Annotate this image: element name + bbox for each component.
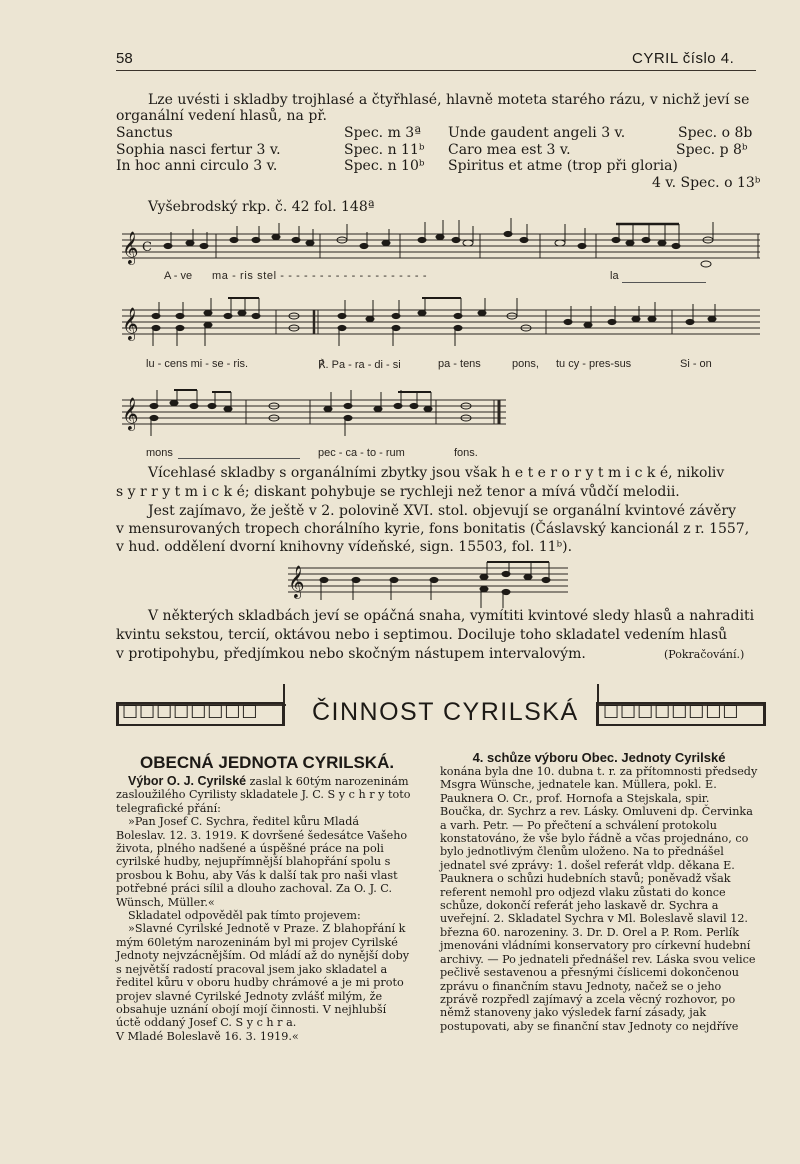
svg-text:𝄞: 𝄞 (122, 307, 139, 340)
table-right-title: Spiritus et atme (trop při gloria) (448, 158, 678, 174)
table-right-title: Caro mea est 3 v. (448, 142, 571, 158)
staff-2-lyric: ℟. Pa - ra - di - si (318, 359, 401, 371)
staff-1-lyric: ma - ris stel - - - - - - - - - - - - - - - - - - - (212, 270, 428, 282)
para-line: v mensurovaných tropech chorálního kyrie, fons bonitatis (Čáslavský kancionál z r. 1557, (116, 521, 750, 537)
table-left-title: In hoc anni circulo 3 v. (116, 158, 278, 174)
banner-ornament-right: □□□□□□□□ (603, 701, 740, 721)
para-line: v hud. oddělení dvorní knihovny vídeňské, sign. 15503, fol. 11ᵇ). (116, 539, 573, 555)
table-last-line: 4 v. Spec. o 13ᵇ (652, 175, 761, 191)
table-left-title: Sanctus (116, 125, 173, 141)
continuation-note: (Pokračování.) (664, 648, 745, 661)
banner-title: ČINNOST CYRILSKÁ (312, 698, 579, 726)
svg-text:𝄞: 𝄞 (288, 565, 305, 598)
staff-3-lyric: fons. (454, 447, 478, 459)
svg-text:𝄞: 𝄞 (122, 397, 139, 430)
telegram-text: »Pan Josef C. Sychra, ředitel kůru Mladá Boleslav. 12. 3. 1919. K dovršené šedesátce Vašeho života, plného nadšené a úspěšné práce na poli cyrilské hudby, nejupřímnější blahopřání spolu s prosbou k Bohu, aby Vás k další tak pro naši vlast potřebné práci sílil a dlouho zachoval. Za O. J. C. Wünsch, Müller.« (116, 815, 408, 909)
header-rule (116, 70, 756, 71)
table-left-spec: Spec. n 11ᵇ (344, 142, 425, 158)
right-column (440, 765, 758, 1033)
music-staff-2 (116, 290, 766, 355)
staff-2-lyric: lu - cens mi - se - ris. (146, 358, 249, 370)
reply-text: »Slavné Cyrilské Jednotě v Praze. Z blahopřání k mým 60letým narozeninám byl mi projev Cyrilské Jednoty nejvzácnějším. Od mládí až do nynější doby s největší radostí pracoval jsem jako skladatel a ředitel kůru v oboru hudby chrámové a je mi proto projev slavné Cyrilské Jednoty zvlášť milým, že obsahuje uznání obojí mojí činnosti. V nejhlubší úctě oddaný Josef C. S y c h r a. (116, 922, 410, 1030)
staff-1-lyric: la (610, 270, 619, 282)
left-column-heading: OBECNÁ JEDNOTA CYRILSKÁ. (140, 753, 395, 772)
para-line: Jest zajímavo, že ještě v 2. polovině XVI. stol. objevují se organální kvintové závěry (148, 503, 737, 519)
intro-line-1: Lze uvésti i skladby trojhlasé a čtyřhlasé, hlavně moteta starého rázu, v nichž jeví se (148, 92, 750, 108)
page-number: 58 (116, 50, 133, 67)
table-left-title: Sophia nasci fertur 3 v. (116, 142, 281, 158)
staff-2-lyric: pa - tens (438, 358, 481, 370)
para-line: v protipohybu, předjímkou nebo skočným nástupem intervalovým. (116, 646, 586, 662)
staff-2-lyric: pons, (512, 358, 539, 370)
para-line: s y r r y t m i c k é; diskant pohybuje se rychleji než tenor a mívá vůdčí melodii. (116, 484, 680, 500)
table-left-spec: Spec. m 3ª (344, 125, 421, 141)
intro-line-2: organální vedení hlasů, na př. (116, 108, 327, 124)
staff-1-lyric: A - ve (164, 270, 193, 282)
staff-2-lyric: tu cy - pres-sus (556, 358, 632, 370)
para-line: Vícehlasé skladby s organálními zbytky jsou však h e t e r o r y t m i c k é, nikoliv (148, 465, 725, 481)
left-paragraph-text: zaslal k 60tým narozeninám zasloužilého Cyrilisty skladatele J. C. S y c h r y toto telegrafické přání: (116, 775, 411, 815)
left-paragraph: Skladatel odpověděl pak tímto projevem: (128, 909, 361, 923)
melisma-line (622, 282, 706, 283)
melisma-line (178, 458, 300, 459)
table-right-spec: Spec. o 8b (678, 125, 753, 141)
para-line: V některých skladbách jeví se opáčná snaha, vymítiti kvintové sledy hlasů a nahraditi (148, 608, 755, 624)
left-column (116, 775, 412, 1043)
manuscript-ref: Vyšebrodský rkp. č. 42 fol. 148ª (148, 199, 375, 215)
svg-text:𝄞: 𝄞 (122, 231, 139, 264)
reply-signature: V Mladé Boleslavě 16. 3. 1919.« (116, 1029, 299, 1043)
right-column-heading: 4. schůze výboru Obec. Jednoty Cyrilské (472, 750, 726, 765)
staff-2-lyric: Si - on (680, 358, 712, 370)
table-right-spec: Spec. p 8ᵇ (676, 142, 748, 158)
table-right-title: Unde gaudent angeli 3 v. (448, 125, 626, 141)
meeting-report: konána byla dne 10. dubna t. r. za přítomnosti předsedy Msgra Wünsche, jednatele kan. Müllera, pokl. E. Pauknera O. Cr., prof. Hornofa a Stejskala, spir. Boučka, dr. Sychrz a rev. Lásky. Omluveni dp. Červinka a varh. Petr. — Po přečtení a schválení protokolu konstatováno, že vše bylo řádně a včas projednáno, co bylo jednotlivým členům uloženo. Na to přednášel jednatel své zprávy: 1. došel referát vldp. děkana E. Pauknera o schůzi hudebních stavů; poněvadž však referent nemohl pro odjezd vlaku zůstati do konce schůze, dokončí referát jeho laskavě dr. Sychra a uveřejní. 2. Skladatel Sychra v Ml. Boleslavě slavil 12. března 60. narozeniny. 3. Dr. D. Orel a P. Rom. Perlík jmenováni vládními konservatory pro církevní hudební archivy. — Po jednateli přednášel rev. Láska svou velice pečlivě sestavenou a přesnými číslicemi dokončenou zprávu o finančním stavu Jednoty, načež se o jeho zprávě rozpředl zajímavý a zcela věcný rozhovor, po němž stanoveny jako výsledek farní zásady, jak postupovati, aby se finanční stav Jednoty co nejdříve (440, 765, 758, 1033)
banner-ornament-left: □□□□□□□□ (122, 701, 259, 721)
table-left-spec: Spec. n 10ᵇ (344, 158, 425, 174)
staff-3-lyric: pec - ca - to - rum (318, 447, 405, 459)
committee-label: Výbor O. J. Cyrilské (128, 774, 247, 788)
staff-3-lyric: mons (146, 447, 173, 459)
para-line: kvintu sekstou, tercií, oktávou nebo i septimou. Dociluje toho skladatel vedením hlasů (116, 627, 728, 643)
left-paragraph (116, 775, 412, 815)
music-staff-3 (116, 378, 516, 443)
music-staff-1 (116, 212, 766, 272)
svg-text:C: C (142, 240, 152, 255)
running-title: CYRIL číslo 4. (632, 50, 735, 67)
